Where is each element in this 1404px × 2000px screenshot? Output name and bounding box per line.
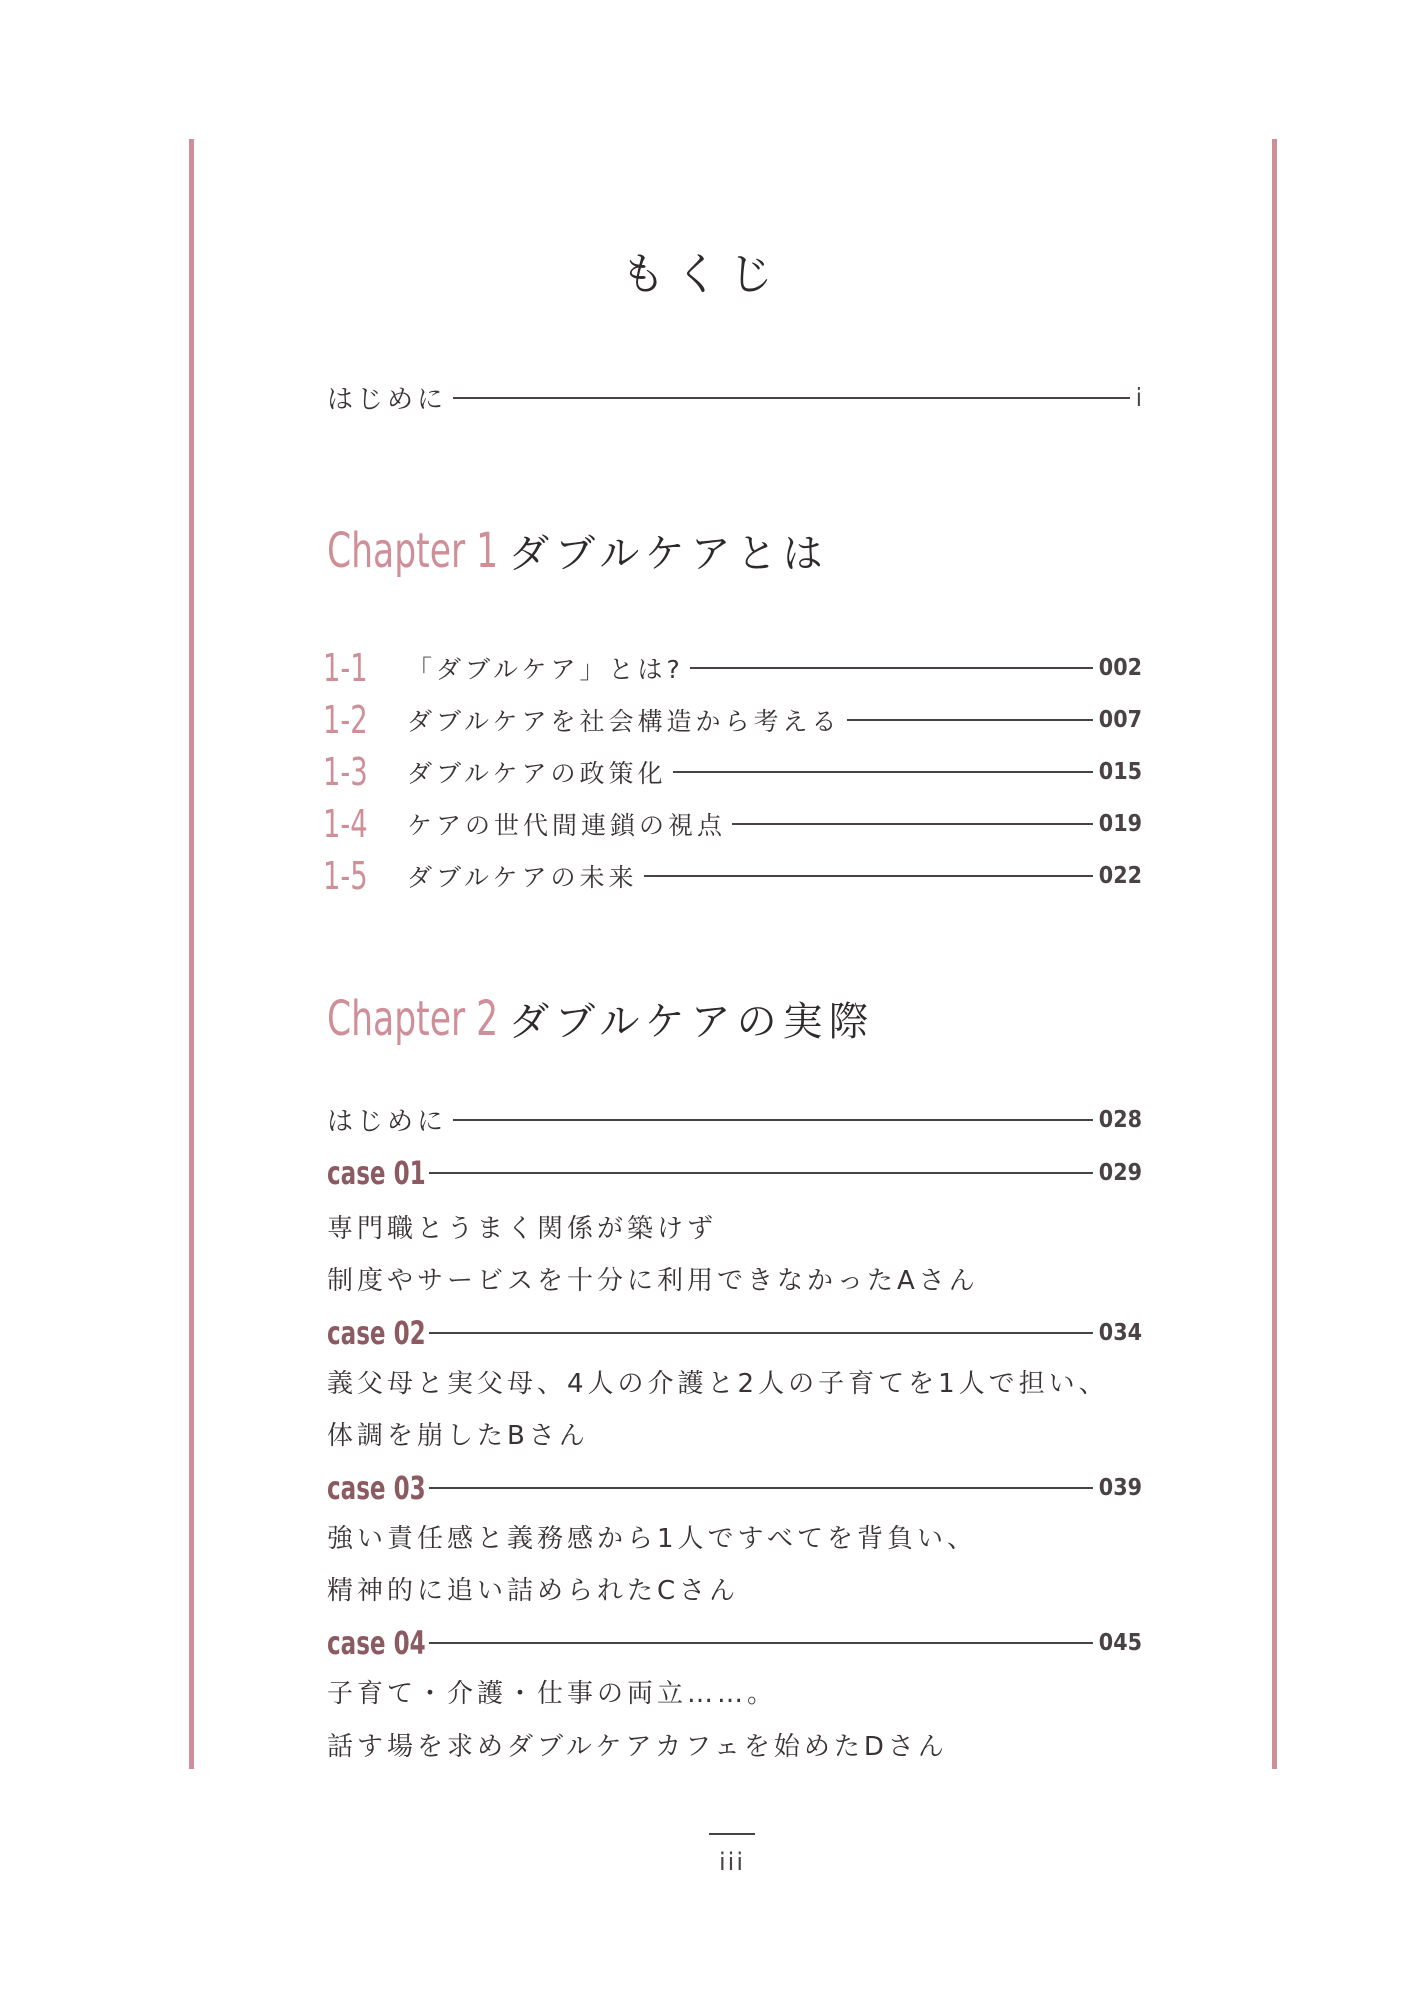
toc-entry-label: ダブルケアの未来 xyxy=(407,863,638,892)
chapter-heading-1 xyxy=(327,522,829,579)
case-label: case 03 xyxy=(327,1469,426,1507)
toc-entry-section[interactable] xyxy=(323,698,1142,742)
leader-line xyxy=(429,1487,1093,1489)
toc-entry-section[interactable] xyxy=(323,854,1142,898)
leader-line xyxy=(673,771,1093,773)
toc-entry-label: 「ダブルケア」とは? xyxy=(407,655,684,684)
leader-line xyxy=(847,719,1093,721)
toc-entry-case[interactable] xyxy=(327,1624,1142,1662)
toc-entry-page: 007 xyxy=(1098,707,1142,733)
toc-entry-label: ダブルケアの政策化 xyxy=(407,759,667,788)
leader-line xyxy=(690,667,1093,669)
page-title: もくじ xyxy=(621,249,783,300)
case-description: 制度やサービスを十分に利用できなかったAさん xyxy=(327,1266,979,1296)
toc-entry-page: 029 xyxy=(1098,1160,1142,1186)
case-description: 強い責任感と義務感から1人ですべてを背負い、 xyxy=(327,1524,978,1554)
case-description: 体調を崩したBさん xyxy=(327,1421,589,1451)
toc-entry-page: 034 xyxy=(1098,1320,1142,1346)
leader-line xyxy=(453,397,1130,399)
section-number: 1-3 xyxy=(323,750,368,794)
toc-entry-page: 002 xyxy=(1098,655,1142,681)
toc-entry-label: はじめに xyxy=(327,1107,448,1137)
chapter-heading-2 xyxy=(327,990,875,1047)
section-number: 1-4 xyxy=(323,802,368,846)
toc-entry-section[interactable] xyxy=(323,646,1142,690)
toc-entry-case[interactable] xyxy=(327,1469,1142,1507)
toc-entry-page: i xyxy=(1135,383,1142,412)
toc-entry-label: はじめに xyxy=(327,385,448,415)
section-number: 1-2 xyxy=(323,698,368,742)
chapter-label: Chapter 2 xyxy=(327,991,499,1047)
section-number: 1-1 xyxy=(323,646,368,690)
case-description: 子育て・介護・仕事の両立……。 xyxy=(327,1679,778,1709)
chapter-title: ダブルケアの実際 xyxy=(509,999,875,1045)
toc-entry-intro[interactable] xyxy=(327,1101,1142,1138)
case-description: 義父母と実父母、4人の介護と2人の子育てを1人で担い、 xyxy=(327,1369,1109,1399)
leader-line xyxy=(429,1332,1093,1334)
case-label: case 02 xyxy=(327,1314,426,1352)
case-label: case 01 xyxy=(327,1154,426,1192)
toc-entry-page: 045 xyxy=(1098,1630,1142,1656)
toc-entry-label: ケアの世代間連鎖の視点 xyxy=(407,811,727,840)
toc-entry-case[interactable] xyxy=(327,1154,1142,1192)
folio-rule xyxy=(709,1833,755,1835)
toc-entry-page: 019 xyxy=(1098,811,1142,837)
left-margin-rule xyxy=(189,139,194,1769)
toc-entry-page: 015 xyxy=(1098,759,1142,785)
page-number: iii xyxy=(718,1848,745,1876)
leader-line xyxy=(732,823,1093,825)
toc-entry-page: 039 xyxy=(1098,1475,1142,1501)
case-label: case 04 xyxy=(327,1624,426,1662)
case-description: 専門職とうまく関係が築けず xyxy=(327,1214,718,1244)
toc-entry-case[interactable] xyxy=(327,1314,1142,1352)
leader-line xyxy=(429,1642,1093,1644)
leader-line xyxy=(453,1119,1093,1121)
section-number: 1-5 xyxy=(323,854,368,898)
leader-line xyxy=(429,1172,1093,1174)
case-description: 精神的に追い詰められたCさん xyxy=(327,1576,740,1606)
toc-entry-label: ダブルケアを社会構造から考える xyxy=(407,707,841,736)
toc-entry-section[interactable] xyxy=(323,802,1142,846)
toc-entry-intro[interactable] xyxy=(327,379,1142,416)
toc-entry-page: 028 xyxy=(1098,1106,1142,1133)
chapter-title: ダブルケアとは xyxy=(509,531,829,577)
case-description: 話す場を求めダブルケアカフェを始めたDさん xyxy=(327,1732,948,1762)
toc-entry-section[interactable] xyxy=(323,750,1142,794)
toc-entry-page: 022 xyxy=(1098,863,1142,889)
chapter-label: Chapter 1 xyxy=(327,523,499,579)
right-margin-rule xyxy=(1272,139,1277,1769)
leader-line xyxy=(644,875,1093,877)
